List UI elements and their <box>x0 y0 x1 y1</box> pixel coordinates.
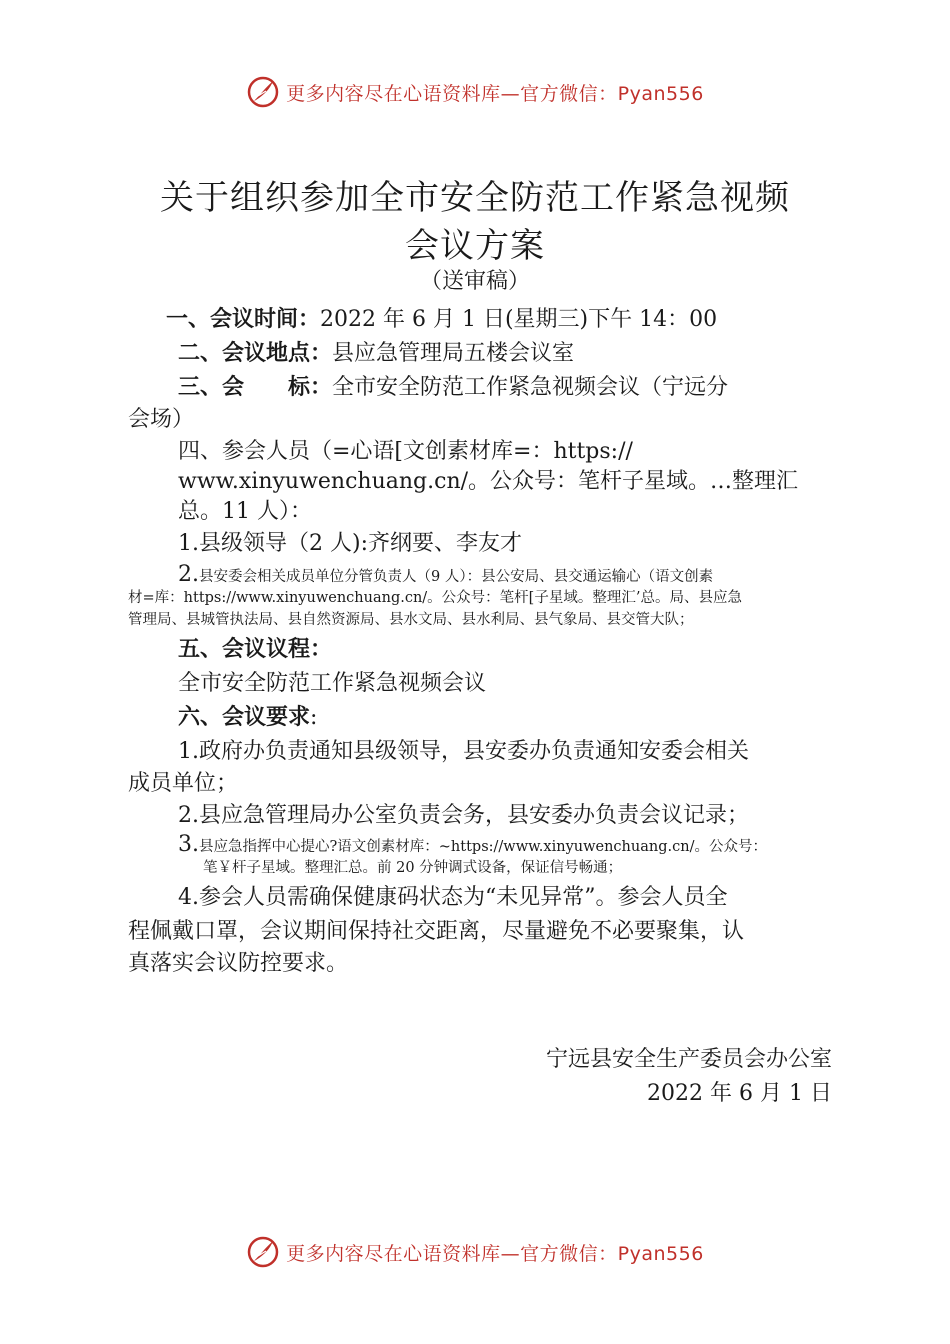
feather-logo-icon <box>246 75 280 109</box>
requirement-3-text: 县应急指挥中心提心?语文创素材库：~https://www.xinyuwenchuang.cn/。公众号： <box>199 839 767 855</box>
attendees-item2-line2: 材=库：https://www.xinyuwenchuang.cn/。公众号：笔杆[子星域。整理汇’总。局、县应急 <box>128 590 742 606</box>
requirements-label: 六、会议要求 <box>178 705 311 730</box>
attendees-item2-line1 <box>178 562 713 587</box>
watermark-banner-bottom <box>0 1232 950 1272</box>
meeting-place-label: 二、会议地点： <box>178 341 333 366</box>
meeting-time-label: 一、会议时间： <box>166 307 321 332</box>
requirement-3-number: 3. <box>178 832 199 857</box>
agenda-heading: 五、会议议程： <box>178 637 333 662</box>
section-meeting-time <box>166 302 717 333</box>
requirement-3-line2: 笔￥杆子星域。整理汇总。前 20 分钟调式设备，保证信号畅通； <box>203 860 623 876</box>
document-title-line2: 会议方案 <box>405 226 545 266</box>
attendees-line2: www.xinyuwenchuang.cn/。公众号：笔杆子星域。…整理汇 <box>178 469 799 494</box>
requirement-2: 2.县应急管理局办公室负责会务，县安委办负责会议记录； <box>178 803 749 828</box>
agenda-body: 全市安全防范工作紧急视频会议 <box>178 671 487 696</box>
watermark-banner-top <box>0 72 950 112</box>
signature-date: 2022 年 6 月 1 日 <box>647 1081 832 1106</box>
meeting-banner-continuation: 会场） <box>128 407 195 432</box>
meeting-banner-label: 三、会 标： <box>178 375 333 400</box>
requirement-1-line1: 1.政府办负责通知县级领导，县安委办负责通知安委会相关 <box>178 739 749 764</box>
attendees-item1: 1.县级领导（2 人):齐纲要、李友才 <box>178 531 522 556</box>
attendees-item2-text: 县安委会相关成员单位分管负责人（9 人）：县公安局、县交通运输心（语文创素 <box>199 569 714 585</box>
requirements-colon: : <box>310 705 318 730</box>
document-title-line1: 关于组织参加全市安全防范工作紧急视频 <box>160 178 790 218</box>
meeting-time-value: 2022 年 6 月 1 日(星期三)下午 14：00 <box>320 307 718 332</box>
requirement-4-line3: 真落实会议防控要求。 <box>128 951 349 976</box>
attendees-item2-line3: 管理局、县城管执法局、县自然资源局、县水文局、县水利局、县气象局、县交管大队； <box>128 612 694 628</box>
watermark-text: 更多内容尽在心语资料库—官方微信：Pyan556 <box>286 1242 704 1265</box>
attendees-line1: 四、参会人员（=心语[文创素材库=：https:// <box>178 439 633 464</box>
attendees-line3: 总。11 人）： <box>178 499 312 524</box>
requirements-heading <box>178 700 317 731</box>
feather-logo-icon <box>246 1235 280 1269</box>
requirement-4-line1: 4.参会人员需确保健康码状态为“未见异常”。参会人员全 <box>178 885 728 910</box>
requirement-4-line2: 程佩戴口罩，会议期间保持社交距离，尽量避免不必要聚集，认 <box>128 919 745 944</box>
section-meeting-place <box>178 336 574 367</box>
requirement-1-line2: 成员单位； <box>128 771 239 796</box>
signature-org: 宁远县安全生产委员会办公室 <box>545 1047 832 1072</box>
watermark-text: 更多内容尽在心语资料库—官方微信：Pyan556 <box>286 82 704 105</box>
meeting-banner-value: 全市安全防范工作紧急视频会议（宁远分 <box>332 375 729 400</box>
meeting-place-value: 县应急管理局五楼会议室 <box>332 341 575 366</box>
requirement-3-line1 <box>178 832 767 857</box>
document-subtitle: （送审稿） <box>419 269 530 294</box>
section-meeting-banner <box>178 370 728 401</box>
attendees-item2-number: 2. <box>178 562 199 587</box>
